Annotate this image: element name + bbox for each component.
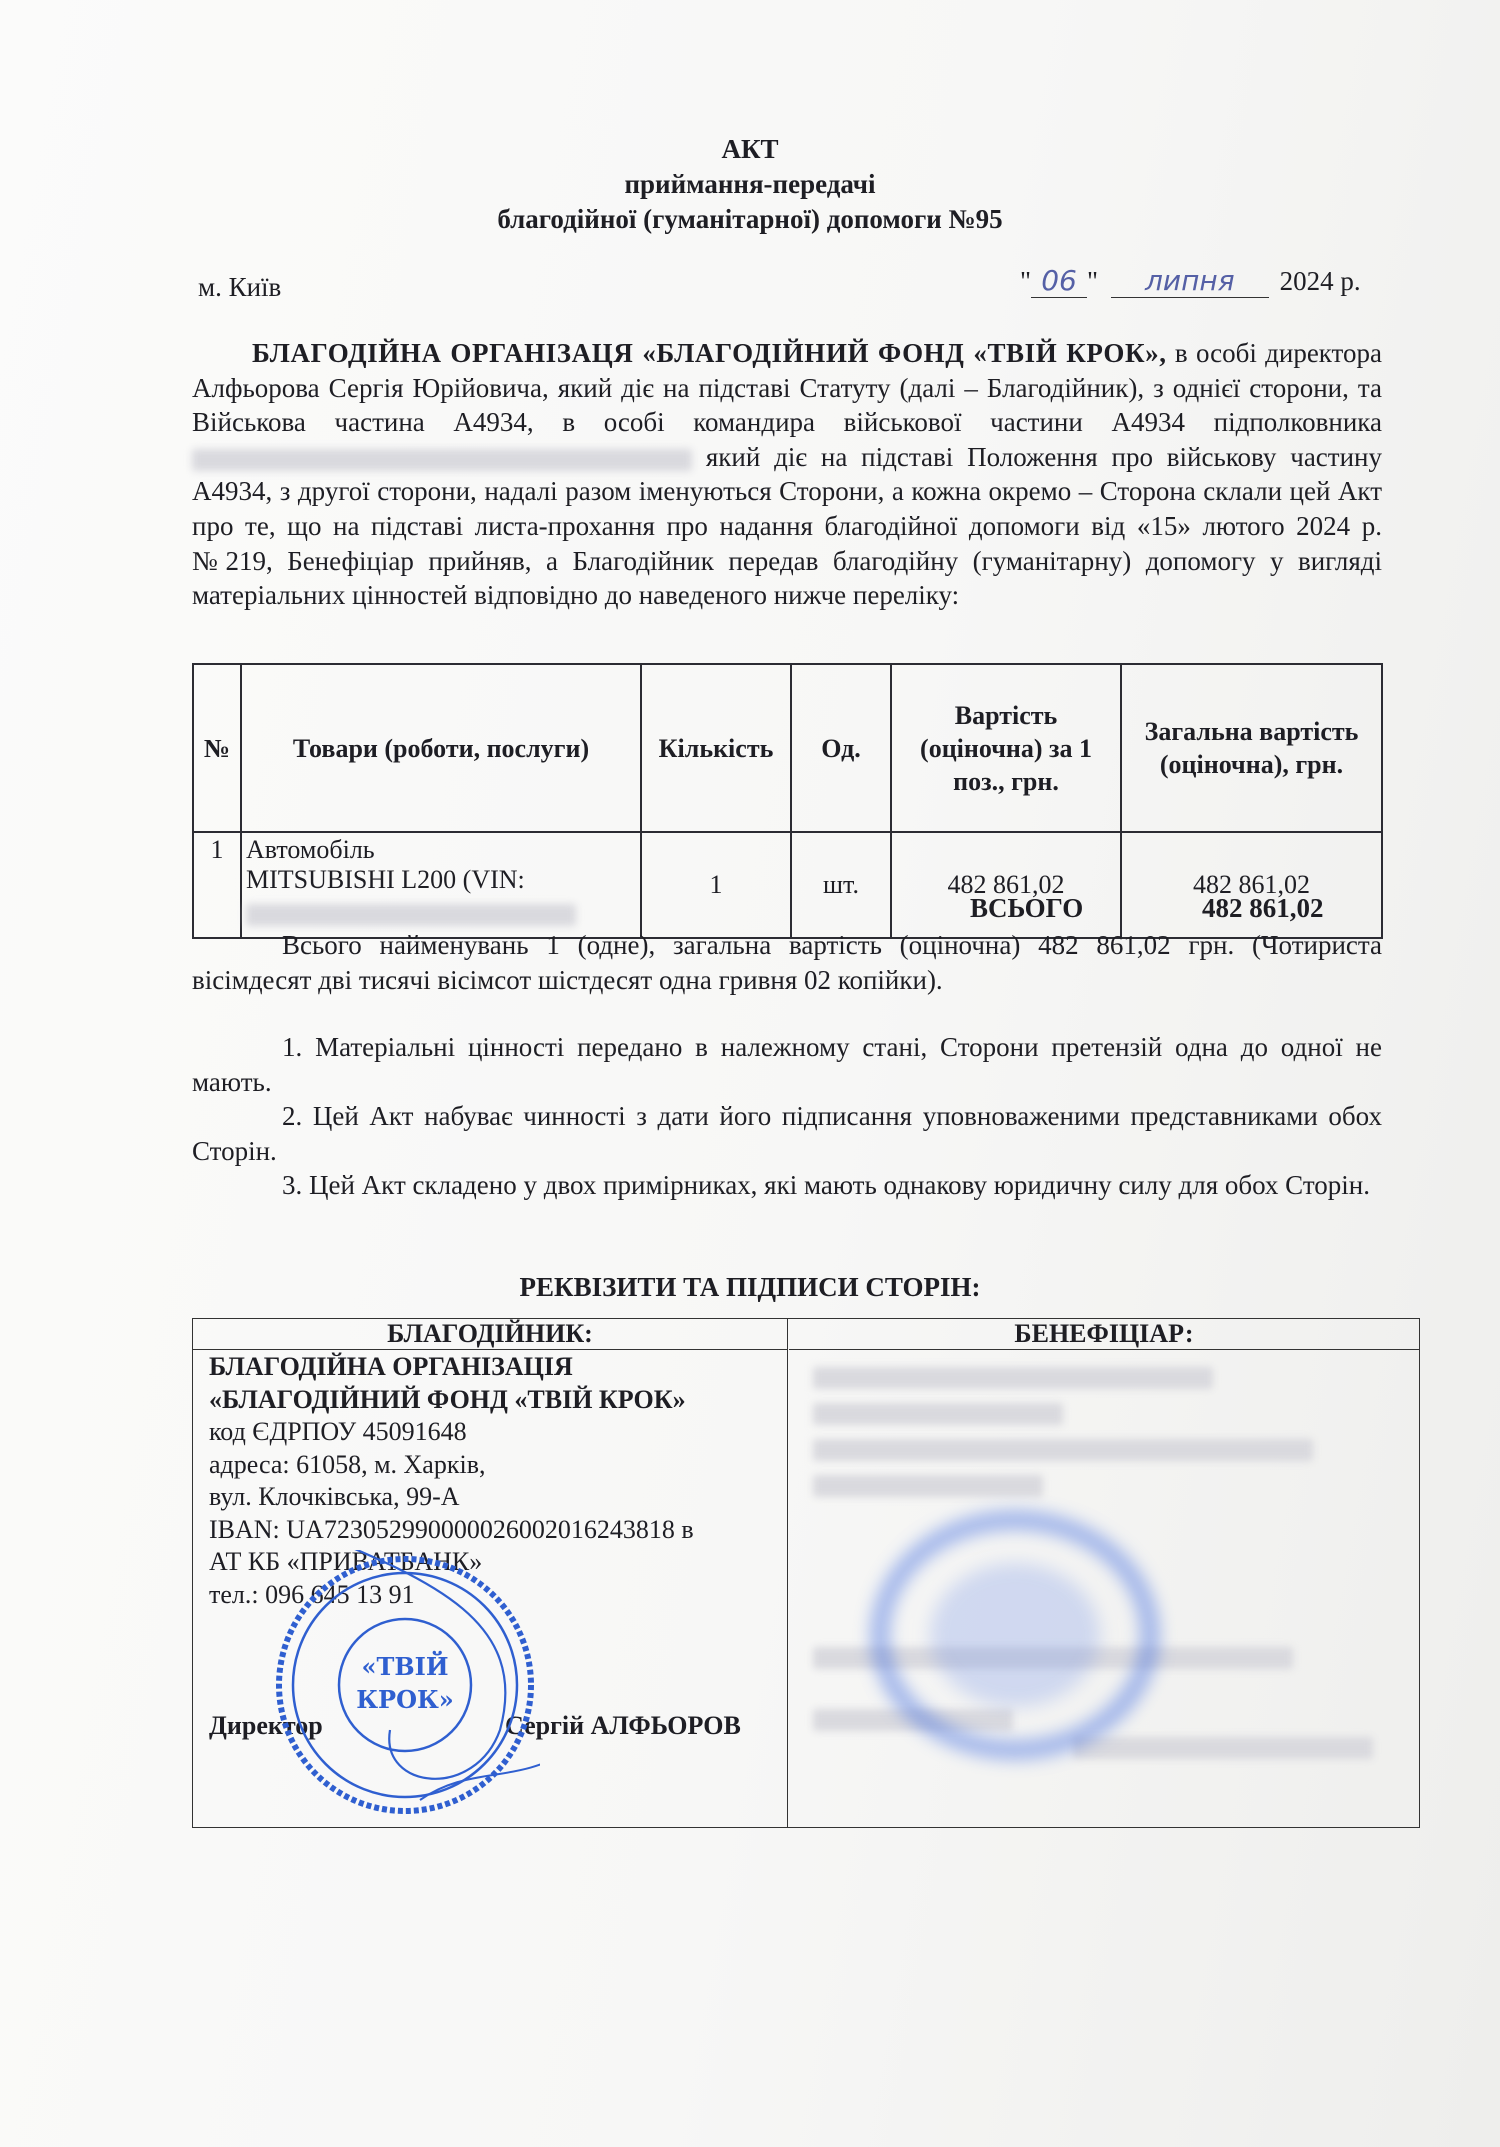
date-quote-close: " (1087, 266, 1099, 296)
col-num: № (193, 664, 241, 832)
summary-text: Всього найменувань 1 (одне), загальна вартість (оціночна) 482 861,02 грн. (Чотириста вісімдесят дві тисячі вісімсот шістдесят одна гривня 02 копійки). (192, 930, 1382, 995)
item-line-2: MITSUBISHI L200 (VIN: (246, 865, 525, 894)
requisites-title: РЕКВІЗИТИ ТА ПІДПИСИ СТОРІН: (519, 1272, 981, 1302)
table-header-row (193, 664, 1382, 832)
donor-address-1: адреса: 61058, м. Харків, (209, 1449, 486, 1479)
donor-iban: IBAN: UA723052990000026002016243818 в (209, 1514, 694, 1544)
donor-name-2: «БЛАГОДІЙНИЙ ФОНД «ТВІЙ КРОК» (209, 1384, 686, 1414)
list-item (192, 1168, 1382, 1203)
row-num: 1 (193, 832, 241, 938)
blurred-beneficiary-stamp (865, 1505, 1165, 1765)
donor-name-1: БЛАГОДІЙНА ОРГАНІЗАЦІЯ (209, 1352, 573, 1381)
redacted-name (192, 449, 692, 471)
date-quote-open: " (1020, 266, 1032, 296)
donor-address-2: вул. Клочківська, 99-А (209, 1482, 460, 1511)
svg-text:«ТВІЙ: «ТВІЙ (361, 1652, 449, 1681)
column-divider (787, 1349, 788, 1827)
donor-phone: тел.: 096 645 13 91 (209, 1579, 415, 1609)
term-3: 3. Цей Акт складено у двох примірниках, які мають однакову юридичну силу для обох Сторін. (282, 1170, 1370, 1201)
donor-edrpou: код ЄДРПОУ 45091648 (209, 1417, 467, 1446)
intro-text-a: в особі директора Алфьорова Сергія Юрійовича, який діє на підставі Статуту (далі – Благодійник), з однієї сторони, та Військова частина А4934, в особі командира військової частини А4934 підполковника (192, 338, 1382, 438)
col-total: Загальна вартість (оціночна), грн. (1121, 664, 1382, 832)
date-month: липня (1111, 264, 1269, 298)
row-price: 482 861,02 (891, 832, 1121, 938)
total-value: 482 861,02 (1202, 893, 1324, 923)
date-year: 2024 р. (1279, 266, 1361, 296)
term-1: 1. Матеріальні цінності передано в належному стані, Сторони претензій одна до одної не мають. (192, 1032, 1382, 1097)
col-item: Товари (роботи, послуги) (241, 664, 641, 832)
sign-role: Директор (209, 1711, 323, 1740)
list-item (192, 1030, 1382, 1099)
total-label: ВСЬОГО (970, 893, 1084, 923)
col-unit: Од. (791, 664, 891, 832)
org-name: БЛАГОДІЙНА ОРГАНІЗАЦЯ «БЛАГОДІЙНИЙ ФОНД «ТВІЙ КРОК», (252, 338, 1167, 368)
redacted-vin (246, 904, 576, 926)
donor-bank: АТ КБ «ПРИВАТБАНК» (209, 1547, 483, 1576)
intro-paragraph (192, 336, 1382, 613)
row-total: 482 861,02 (1121, 832, 1382, 938)
place: м. Київ (198, 272, 282, 302)
summary-paragraph (192, 928, 1382, 997)
document-title: АКТ (721, 134, 779, 164)
donor-stamp-seal (270, 1550, 540, 1820)
document-subtitle-2: благодійної (гуманітарної) допомоги №95 (497, 204, 1003, 234)
row-item (241, 832, 641, 938)
terms-list (192, 1030, 1382, 1203)
donor-header: БЛАГОДІЙНИК: (193, 1319, 788, 1350)
date-day: 06 (1031, 264, 1087, 298)
row-unit: шт. (791, 832, 891, 938)
intro-text-b: який діє на підставі Положення про військову частину А4934, з другої сторони, надалі разом іменуються Сторони, а кожна окремо – Сторона склали цей Акт про те, що на підставі листа-прохання про надання благодійної допомоги від «15» лютого 2024 р. №219, Бенефіціар прийняв, а Благодійник передав благодійну (гуманітарну) допомогу у вигляді матеріальних цінностей відповідно до наведеного нижче переліку: (192, 441, 1382, 611)
term-2: 2. Цей Акт набуває чинності з дати його підписання уповноваженими представниками обох Сторін. (192, 1101, 1382, 1166)
row-qty: 1 (641, 832, 791, 938)
beneficiary-header: БЕНЕФІЦІАР: (789, 1319, 1419, 1350)
document-date (1020, 264, 1361, 298)
list-item (192, 1099, 1382, 1168)
sign-name: Сергій АЛФЬОРОВ (505, 1711, 741, 1740)
col-price: Вартість (оціночна) за 1 поз., грн. (891, 664, 1121, 832)
svg-text:КРОК»: КРОК» (356, 1685, 454, 1714)
item-line-1: Автомобіль (246, 835, 375, 864)
col-qty: Кількість (641, 664, 791, 832)
document-subtitle: приймання-передачі (624, 169, 876, 199)
